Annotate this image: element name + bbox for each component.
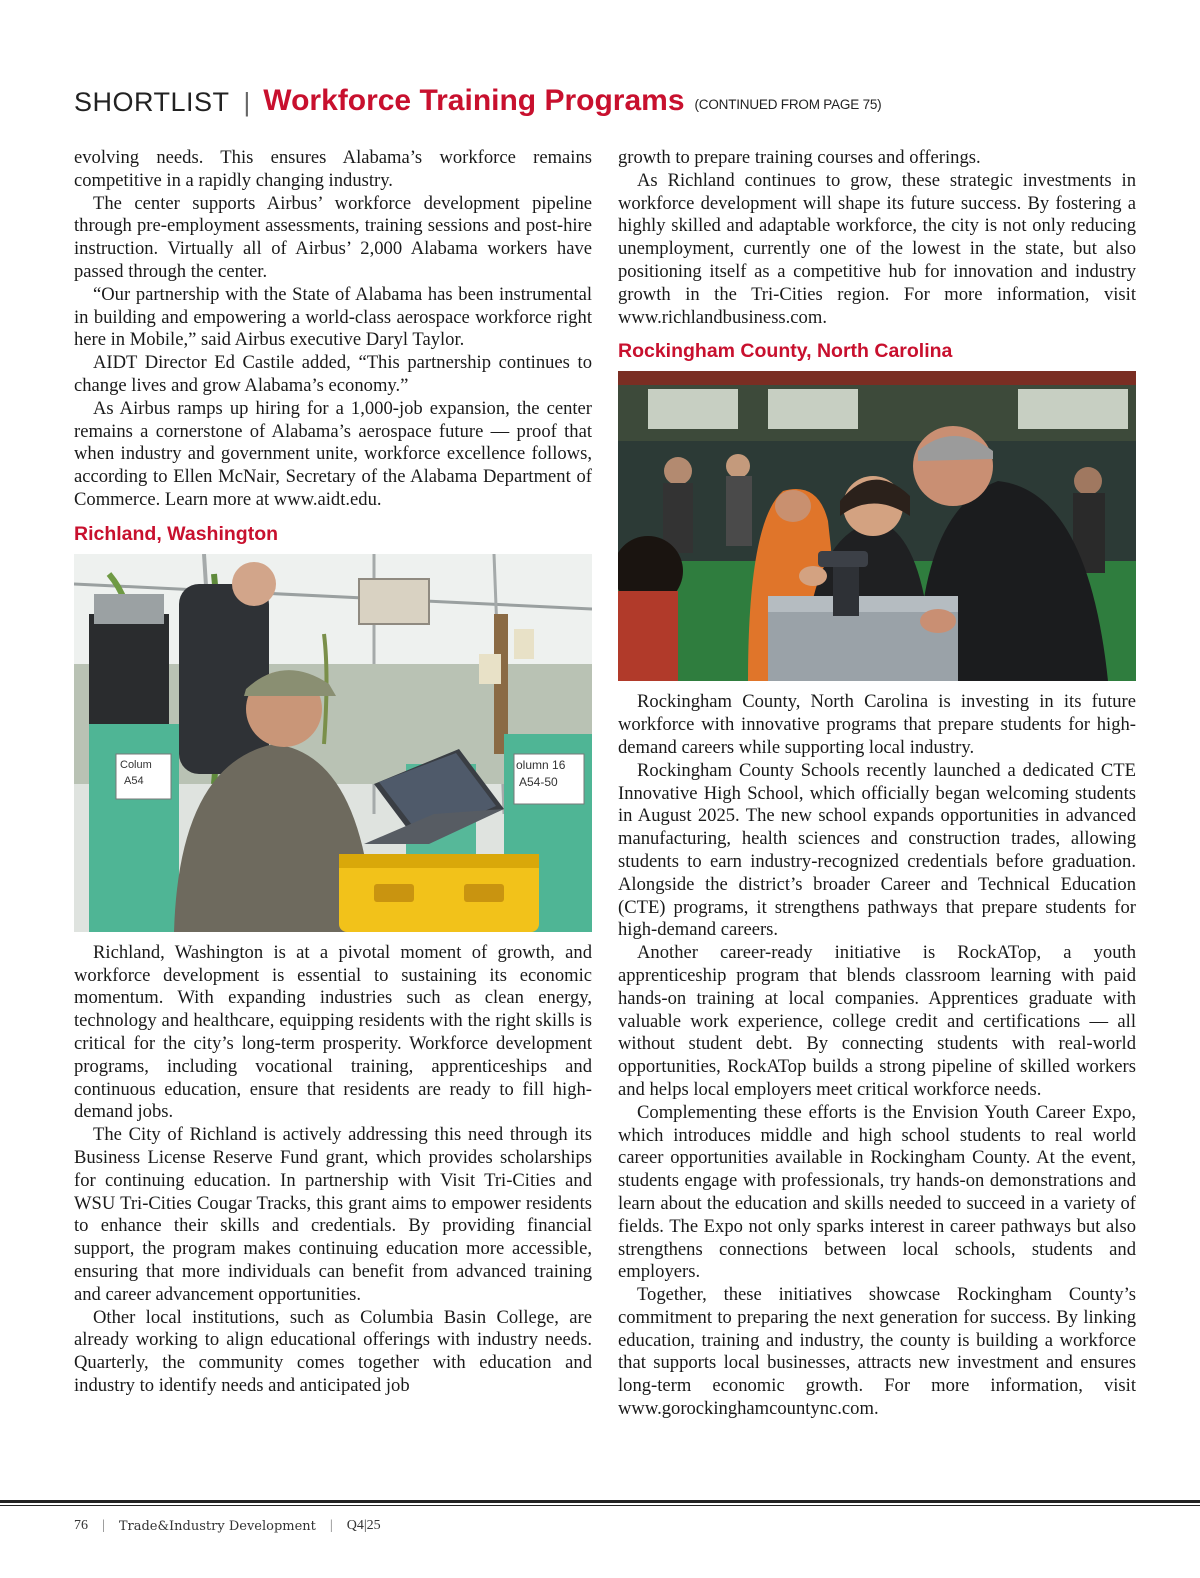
issue-label: Q4|25 — [346, 1518, 381, 1533]
paragraph: Together, these initiatives showcase Rockingham County’s commitment to preparing the next generation for success. By linking education, training and industry, the county is building a workforce that supports local businesses, attracts new investment and ensures long-term economic growth. For more information, visit www.gorockinghamcountync.com. — [618, 1284, 1136, 1420]
column-code-right: A54-50 — [519, 774, 558, 789]
richland-photo — [74, 554, 592, 932]
column-code-left: A54 — [124, 774, 144, 787]
right-column — [618, 147, 1136, 1421]
continued-note: (CONTINUED FROM PAGE 75) — [694, 97, 882, 112]
paragraph: AIDT Director Ed Castile added, “This partnership continues to change lives and grow Alabama’s economy.” — [74, 352, 592, 396]
paragraph: evolving needs. This ensures Alabama’s workforce remains competitive in a rapidly changing industry. — [74, 147, 592, 191]
paragraph: Rockingham County Schools recently launched a dedicated CTE Innovative High School, which officially began welcoming students in August 2025. The new school expands opportunities in advanced manufacturing, health sciences and construction trades, allowing students to earn industry-recognized credentials before graduation. Alongside the district’s broader Career and Technical Education (CTE) programs, it strengthens pathways that prepare students for high-demand careers. — [618, 759, 1136, 941]
paragraph: The City of Richland is actively addressing this need through its Business License Reserve Fund grant, which provides scholarships for continuing education. In partnership with Visit Tri-Cities and WSU Tri-Cities Cougar Tracks, this grant aims to empower residents to enhance their skills and credentials. By providing financial support, the program makes continuing education more accessible, ensuring that more individuals can benefit from advanced training and career advancement opportunities. — [74, 1124, 592, 1305]
paragraph: The center supports Airbus’ workforce development pipeline through pre-employment assessments, training sessions and post-hire instruction. Virtually all of Airbus’ 2,000 Alabama workers have passed through the center. — [74, 192, 592, 282]
paragraph: Richland, Washington is at a pivotal moment of growth, and workforce development is essential to sustaining its economic momentum. With expanding industries such as clean energy, technology and healthcare, equipping residents with the right skills is critical for the city’s long-term prosperity. Workforce development programs, including vocational training, apprenticeships and continuous education, ensure that residents are ready to fill high-demand jobs. — [74, 941, 592, 1123]
footer-separator: | — [329, 1518, 333, 1533]
paragraph: Complementing these efforts is the Envision Youth Career Expo, which introduces middle and high school students to real world career opportunities available in Rockingham County. At the event, students engage with professionals, try hands-on demonstrations and learn about the education and skills needed to succeed in a variety of fields. The Expo not only sparks interest in career pathways but also strengthens connections between local schools, students and employers. — [618, 1101, 1136, 1283]
paragraph: As Airbus ramps up hiring for a 1,000-job expansion, the center remains a cornerstone of Alabama’s aerospace future — proof that when industry and government unite, workforce excellence follows, according to Ellen McNair, Secretary of the Alabama Department of Commerce. Learn more at www.aidt.edu. — [74, 397, 592, 510]
paragraph: Another career-ready initiative is RockATop, a youth apprenticeship program that blends classroom learning with paid hands-on training at local companies. Apprentices graduate with valuable work experience, college credit and certifications — all without student debt. By connecting students with real-world opportunities, RockATop builds a strong pipeline of skilled workers and helps local employers meet critical workforce needs. — [618, 942, 1136, 1100]
footer-divider — [0, 1500, 1200, 1503]
paragraph: Other local institutions, such as Columbia Basin College, are already working to align educational offerings with industry needs. Quarterly, the community comes together with education and industry to identify needs and anticipated job — [74, 1306, 592, 1396]
magazine-name: Trade&Industry Development — [118, 1518, 316, 1534]
section-kicker: SHORTLIST — [74, 87, 230, 117]
header-separator: | — [243, 87, 251, 117]
left-column — [74, 147, 592, 1398]
paragraph: As Richland continues to grow, these strategic investments in workforce development will shape its future success. By fostering a highly skilled and adaptable workforce, the city is not only reducing unemployment, currently one of the lowest in the state, but also positioning itself as a competitive hub for innovation and industry growth in the Tri-Cities region. For more information, visit www.richlandbusiness.com. — [618, 169, 1136, 328]
section-heading-richland: Richland, Washington — [74, 522, 279, 545]
paragraph: “Our partnership with the State of Alabama has been instrumental in building and empowering a world-class aerospace workforce right here in Mobile,” said Airbus executive Daryl Taylor. — [74, 283, 592, 351]
section-heading-rockingham: Rockingham County, North Carolina — [618, 340, 953, 363]
page-header — [74, 78, 881, 118]
page-footer — [74, 1518, 381, 1534]
column-label-right: olumn 16 — [516, 757, 566, 772]
paragraph: Rockingham County, North Carolina is investing in its future workforce with innovative programs that prepare students for high-demand careers while supporting local industry. — [618, 691, 1136, 758]
rockingham-photo — [618, 371, 1136, 681]
column-label-left: Colum — [120, 758, 152, 771]
paragraph: growth to prepare training courses and offerings. — [618, 147, 981, 168]
footer-divider-thin — [0, 1505, 1200, 1506]
page-title: Workforce Training Programs — [263, 84, 685, 117]
footer-separator: | — [102, 1518, 105, 1533]
page-number: 76 — [74, 1518, 88, 1533]
